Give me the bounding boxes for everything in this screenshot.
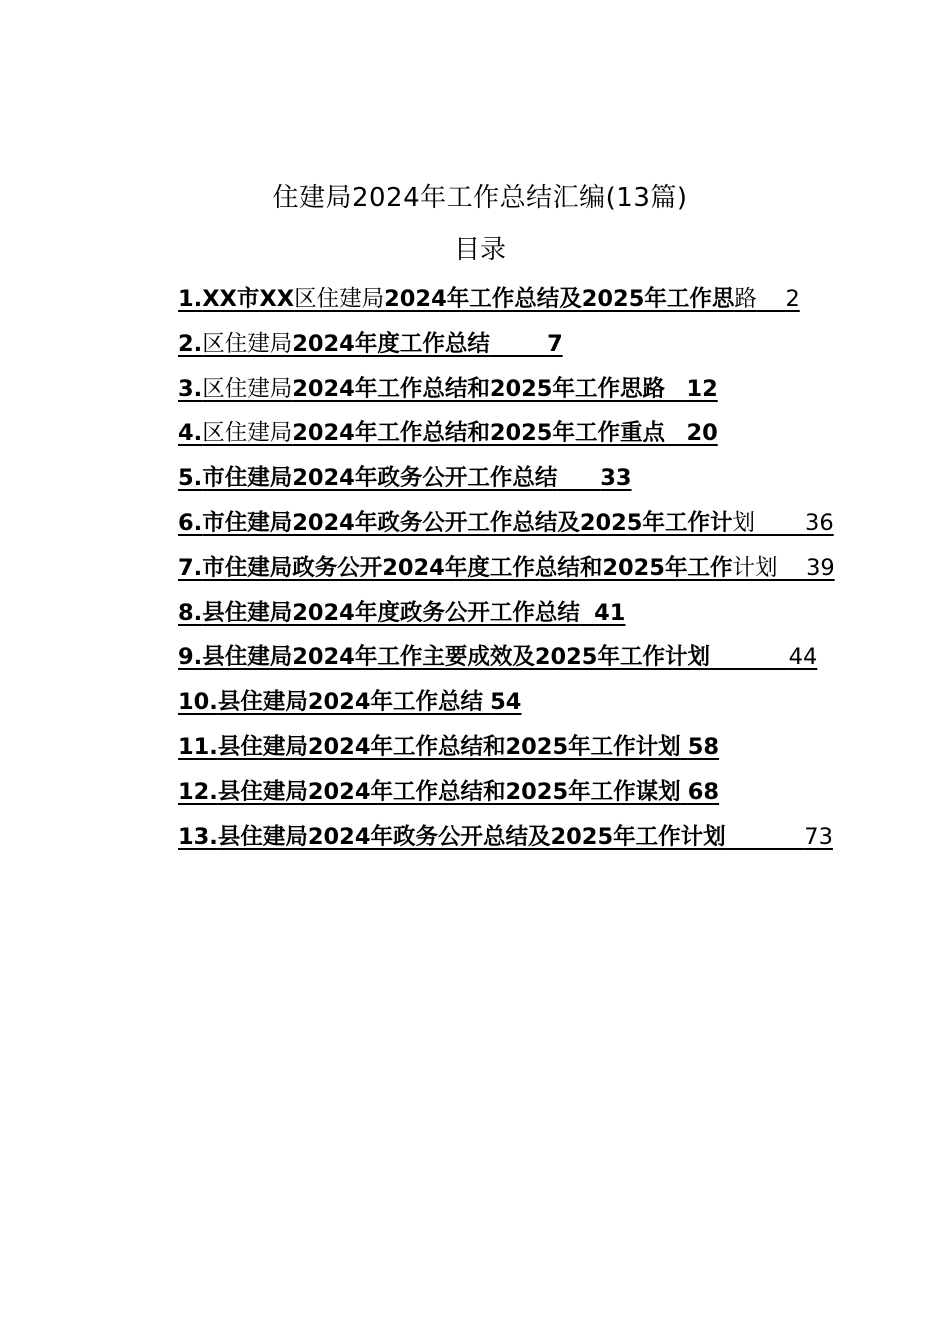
toc-entry-10[interactable]: 10.县住建局2024年工作总结 54 <box>178 689 522 716</box>
toc-page-number: 73 <box>804 823 833 850</box>
document-title: 住建局2024年工作总结汇编(13篇) <box>272 183 688 213</box>
toc-heading: 目录 <box>453 235 506 265</box>
toc-entry-8[interactable]: 8.县住建局2024年度政务公开工作总结 41 <box>178 599 626 626</box>
toc-page-number: 7 <box>547 330 563 357</box>
toc-entry-5[interactable]: 5.市住建局2024年政务公开工作总结 33 <box>178 465 632 492</box>
toc-entry-11[interactable]: 11.县住建局2024年工作总结和2025年工作计划 58 <box>178 733 720 760</box>
toc-page-number: 41 <box>594 599 626 626</box>
toc-page-number: 58 <box>687 733 720 760</box>
toc-entry-3[interactable]: 3.区住建局2024年工作总结和2025年工作思路 12 <box>178 375 718 402</box>
toc-page-number: 20 <box>686 420 718 447</box>
toc-entry-13[interactable]: 13.县住建局2024年政务公开总结及2025年工作计划 73 <box>178 823 833 850</box>
toc-page-number: 54 <box>490 689 522 716</box>
toc-entry-9[interactable]: 9.县住建局2024年工作主要成效及2025年工作计划 44 <box>178 644 818 671</box>
toc-page-number: 44 <box>788 644 818 671</box>
toc-page-number: 33 <box>600 465 632 492</box>
toc-entry-1[interactable]: 1.XX市XX区住建局2024年工作总结及2025年工作思路 2 <box>178 286 800 312</box>
toc-entry-12[interactable]: 12.县住建局2024年工作总结和2025年工作谋划 68 <box>178 778 720 805</box>
toc-entry-6[interactable]: 6.市住建局2024年政务公开工作总结及2025年工作计划 36 <box>178 509 834 536</box>
toc-entry-7[interactable]: 7.市住建局政务公开2024年度工作总结和2025年工作计划 39 <box>178 554 835 581</box>
toc-entry-2[interactable]: 2.区住建局2024年度工作总结 7 <box>178 330 563 357</box>
toc-page-number: 39 <box>806 554 835 581</box>
toc-page-number: 68 <box>687 778 720 805</box>
table-of-contents <box>128 277 838 859</box>
toc-page-number: 2 <box>785 286 800 312</box>
toc-page-number: 12 <box>686 375 718 402</box>
toc-entry-4[interactable]: 4.区住建局2024年工作总结和2025年工作重点 20 <box>178 420 718 447</box>
toc-page-number: 36 <box>805 509 834 536</box>
